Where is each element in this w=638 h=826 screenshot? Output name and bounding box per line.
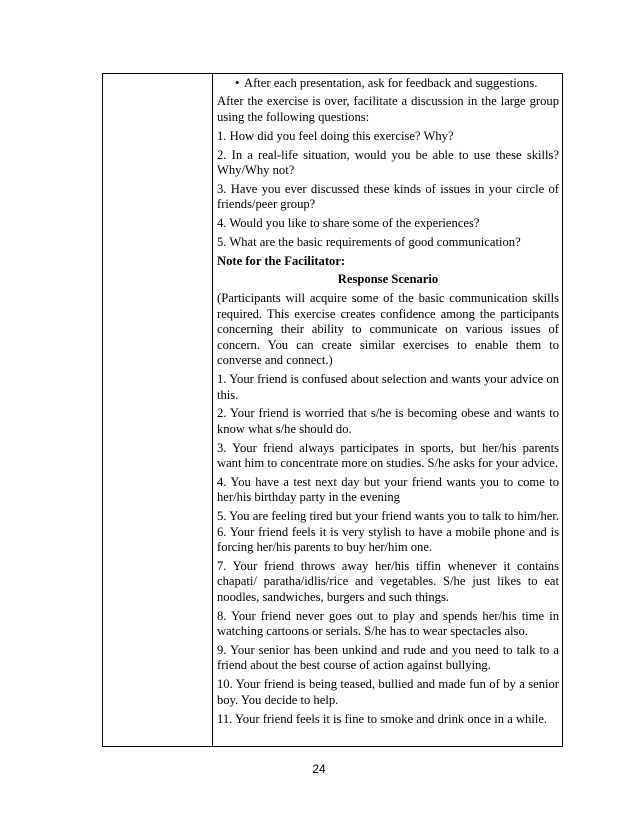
content-table [102, 73, 563, 747]
bullet-icon: • [235, 75, 240, 90]
page-number: 24 [312, 762, 326, 776]
bullet-text: After each presentation, ask for feedback and suggestions. [244, 75, 538, 90]
table-right-column [213, 74, 562, 746]
scenario-item: 8. Your friend never goes out to play and spends her/his time in watching cartoons or serials. S/he has to wear spectacles also. [217, 608, 559, 639]
question-item: 5. What are the basic requirements of good communication? [217, 234, 521, 249]
discussion-intro: After the exercise is over, facilitate a discussion in the large group using the following questions: [217, 94, 559, 124]
scenario-item: 3. Your friend always participates in sports, but her/his parents want him to concentrate more on studies. S/he asks for your advice. [217, 440, 559, 471]
question-item: 2. In a real-life situation, would you be able to use these skills? Why/Why not? [217, 147, 559, 178]
scenario-heading: Response Scenario [337, 272, 439, 287]
scenario-item: 9. Your senior has been unkind and rude and you need to talk to a friend about the best course of action against bullying. [217, 642, 559, 673]
scenario-item: 1. Your friend is confused about selection and wants your advice on this. [217, 372, 559, 402]
scenario-item: 4. You have a test next day but your friend wants you to come to her/his birthday party in the evening [217, 474, 559, 505]
question-item: 4. Would you like to share some of the experiences? [217, 216, 480, 231]
scenario-item: 5. You are feeling tired but your friend wants you to talk to him/her. 6. Your friend feels it is very stylish to have a mobile phone and is forcing her/his parents to buy her/him one. [217, 509, 559, 555]
scenario-item: 7. Your friend throws away her/his tiffin whenever it contains chapati/ paratha/idlis/rice and vegetables. S/he just likes to eat noodles, sandwiches, burgers and such things. [217, 558, 559, 604]
scenario-item: 11. Your friend feels it is fine to smoke and drink once in a while. [217, 711, 548, 726]
bullet-list-item [217, 74, 559, 93]
question-item: 3. Have you ever discussed these kinds of issues in your circle of friends/peer group? [217, 181, 559, 212]
scenario-intro: (Participants will acquire some of the basic communication skills required. This exercise creates confidence among the participants concerning their ability to communicate on various issues of concern. You can create similar exercises to enable them to converse and connect.) [217, 291, 559, 368]
question-item: 1. How did you feel doing this exercise? Why? [217, 128, 454, 143]
table-left-column [103, 74, 213, 746]
note-heading: Note for the Facilitator: [217, 253, 346, 268]
scenario-item: 10. Your friend is being teased, bullied and made fun of by a senior boy. You decide to help. [217, 677, 559, 707]
scenario-item: 2. Your friend is worried that s/he is becoming obese and wants to know what s/he should do. [217, 406, 559, 436]
